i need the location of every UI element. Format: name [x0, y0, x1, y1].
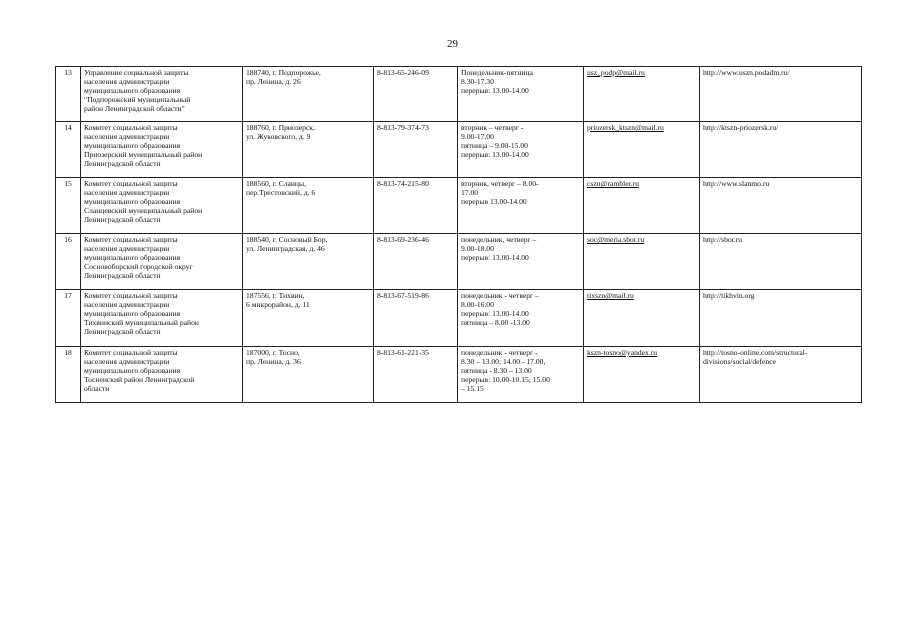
website-cell [700, 67, 862, 122]
organization-name-cell [81, 290, 243, 347]
phone-number: 8-813-67-519-86 [377, 291, 429, 300]
website-cell [700, 178, 862, 234]
row-number: 14 [64, 123, 72, 132]
phone-cell [374, 122, 458, 178]
row-number-cell [56, 67, 81, 122]
organization-name-line: муниципального образования [84, 309, 181, 318]
email-cell [584, 347, 700, 403]
organization-name-line: "Подпорожский муниципальный [84, 95, 191, 104]
row-number: 18 [64, 348, 72, 357]
working-hours-line: перерыв: 13.00-14.00 [461, 150, 529, 159]
working-hours-line: перерыв 13.00-14.00 [461, 197, 527, 206]
email-cell [584, 234, 700, 290]
organization-name-line: населения администрации [84, 244, 170, 253]
website-link[interactable]: http://tikhvin.org [703, 291, 755, 300]
row-number-cell [56, 347, 81, 403]
working-hours-line: перерыв: 10.00-10.15; 15.00 [461, 375, 550, 384]
organization-name-cell [81, 122, 243, 178]
organization-name-line: населения администрации [84, 77, 170, 86]
working-hours-line: 8.30-17.30 [461, 77, 494, 86]
address-line: ул. Ленинградская, д. 46 [246, 244, 325, 253]
organization-name-line: Ленинградской области [84, 271, 161, 280]
working-hours-line: 8.00-16.00 [461, 300, 494, 309]
email-link[interactable]: soc@meria.sbor.ru [587, 235, 645, 244]
phone-cell [374, 290, 458, 347]
organization-name-line: Комитет социальной защиты [84, 348, 178, 357]
website-link[interactable]: http://ktszn-priozersk.ru/ [703, 123, 779, 132]
organization-name-line: Ленинградской области [84, 327, 161, 336]
working-hours-line: перерыв: 13.00-14.00 [461, 86, 529, 95]
table-row [56, 122, 862, 178]
address-cell [243, 178, 374, 234]
organization-name-line: муниципального образования [84, 197, 181, 206]
working-hours-line: 17.00 [461, 188, 479, 197]
working-hours-line: Понедельник-пятница [461, 68, 533, 77]
address-line: пр. Ленина, д. 26 [246, 77, 301, 86]
organization-name-line: Сосновоборский городской округ [84, 262, 193, 271]
table-row [56, 178, 862, 234]
address-line: 188760, г. Приозерск, [246, 123, 315, 132]
working-hours-line: вторник – четверг - [461, 123, 524, 132]
table-row [56, 347, 862, 403]
organization-name-line: населения администрации [84, 357, 170, 366]
organization-name-line: области [84, 384, 110, 393]
phone-cell [374, 178, 458, 234]
email-link[interactable]: priozersk_ktszn@mail.ru [587, 123, 664, 132]
working-hours-line: перерыв: 13.00-14.00 [461, 253, 529, 262]
website-cell [700, 234, 862, 290]
organization-name-line: муниципального образования [84, 366, 181, 375]
organization-name-line: Сланцевский муниципальный район [84, 206, 203, 215]
website-link[interactable]: http://tosno-online.com/structural- [703, 348, 808, 357]
website-cell [700, 122, 862, 178]
organization-name-line: населения администрации [84, 132, 170, 141]
email-link[interactable]: cszn@rambler.ru [587, 179, 639, 188]
address-line: 188560, г. Сланцы, [246, 179, 306, 188]
organization-name-line: Комитет социальной защиты [84, 291, 178, 300]
row-number: 17 [64, 291, 72, 300]
organization-name-cell [81, 67, 243, 122]
phone-cell [374, 67, 458, 122]
working-hours-cell [458, 67, 584, 122]
address-cell [243, 290, 374, 347]
email-cell [584, 290, 700, 347]
phone-cell [374, 234, 458, 290]
working-hours-cell [458, 290, 584, 347]
phone-number: 8-813-65-246-09 [377, 68, 429, 77]
organization-name-cell [81, 347, 243, 403]
row-number-cell [56, 290, 81, 347]
working-hours-cell [458, 347, 584, 403]
working-hours-line: – 15.15 [461, 384, 484, 393]
address-line: пер.Трестовский, д. 6 [246, 188, 316, 197]
address-line: 188740, г. Подпорожье, [246, 68, 321, 77]
email-cell [584, 67, 700, 122]
organization-name-line: Приозерский муниципальный район [84, 150, 203, 159]
organization-name-line: Комитет социальной защиты [84, 235, 178, 244]
address-cell [243, 347, 374, 403]
organization-name-line: муниципального образования [84, 141, 181, 150]
organization-name-line: Комитет социальной защиты [84, 179, 178, 188]
working-hours-line: пятница - 8.30 – 13.00 [461, 366, 532, 375]
working-hours-cell [458, 178, 584, 234]
working-hours-line: 9.00-18.00 [461, 244, 494, 253]
address-line: 187000, г. Тосно, [246, 348, 300, 357]
social-protection-table [55, 66, 862, 403]
organization-name-cell [81, 178, 243, 234]
organization-name-line: Ленинградской области [84, 159, 161, 168]
working-hours-line: пятница – 8.00 -13.00 [461, 318, 530, 327]
organization-name-cell [81, 234, 243, 290]
working-hours-line: вторник, четверг – 8.00- [461, 179, 539, 188]
website-cell [700, 347, 862, 403]
email-cell [584, 122, 700, 178]
table-row [56, 234, 862, 290]
address-line: 6 микрорайон, д. 11 [246, 300, 310, 309]
organization-name-line: населения администрации [84, 188, 170, 197]
website-cell [700, 290, 862, 347]
website-link[interactable]: divisions/social/defence [703, 357, 776, 366]
row-number-cell [56, 122, 81, 178]
address-line: 187556, г. Тихвин, [246, 291, 305, 300]
organization-name-line: Тихвинский муниципальный район [84, 318, 199, 327]
row-number: 15 [64, 179, 72, 188]
address-cell [243, 67, 374, 122]
organization-name-line: район Ленинградской области" [84, 104, 185, 113]
working-hours-cell [458, 122, 584, 178]
row-number-cell [56, 178, 81, 234]
row-number: 13 [64, 68, 72, 77]
organization-name-line: Ленинградской области [84, 215, 161, 224]
website-link[interactable]: http://www.slanmo.ru [703, 179, 770, 188]
phone-number: 8-813-61-221-35 [377, 348, 429, 357]
organization-name-line: муниципального образования [84, 253, 181, 262]
organization-name-line: Комитет социальной защиты [84, 123, 178, 132]
email-link[interactable]: kszn-tosno@yandex.ru [587, 348, 658, 357]
page-number: 29 [447, 38, 458, 50]
address-line: пр. Ленина, д. 36 [246, 357, 301, 366]
row-number-cell [56, 234, 81, 290]
address-cell [243, 122, 374, 178]
working-hours-line: 8.30 – 13.00; 14.00 - 17.00, [461, 357, 546, 366]
phone-cell [374, 347, 458, 403]
address-line: ул. Жуковского, д. 9 [246, 132, 311, 141]
working-hours-line: 9.00-17.00 [461, 132, 494, 141]
email-link[interactable]: tixszn@mail.ru [587, 291, 634, 300]
website-link[interactable]: http://sbor.ru [703, 235, 743, 244]
row-number: 16 [64, 235, 72, 244]
working-hours-cell [458, 234, 584, 290]
table-row [56, 290, 862, 347]
working-hours-line: понедельник, четверг – [461, 235, 537, 244]
email-cell [584, 178, 700, 234]
phone-number: 8-813-69-236-46 [377, 235, 429, 244]
table-row [56, 67, 862, 122]
phone-number: 8-813-74-215-80 [377, 179, 429, 188]
organization-name-line: Управление социальной защиты [84, 68, 189, 77]
working-hours-line: пятница – 9.00-15.00 [461, 141, 528, 150]
working-hours-line: перерыв: 13.00-14.00 [461, 309, 529, 318]
phone-number: 8-813-79-374-73 [377, 123, 429, 132]
organization-name-line: муниципального образования [84, 86, 181, 95]
address-line: 188540, г. Сосновый Бор, [246, 235, 328, 244]
organization-name-line: Тосненский район Ленинградской [84, 375, 195, 384]
address-cell [243, 234, 374, 290]
organization-name-line: населения администрации [84, 300, 170, 309]
website-link[interactable]: http://www.uszn.podadm.ru/ [703, 68, 790, 77]
email-link[interactable]: usz_podp@mail.ru [587, 68, 645, 77]
table-body [56, 67, 862, 403]
working-hours-line: понедельник - четверг - [461, 348, 538, 357]
working-hours-line: понедельник - четверг – [461, 291, 539, 300]
